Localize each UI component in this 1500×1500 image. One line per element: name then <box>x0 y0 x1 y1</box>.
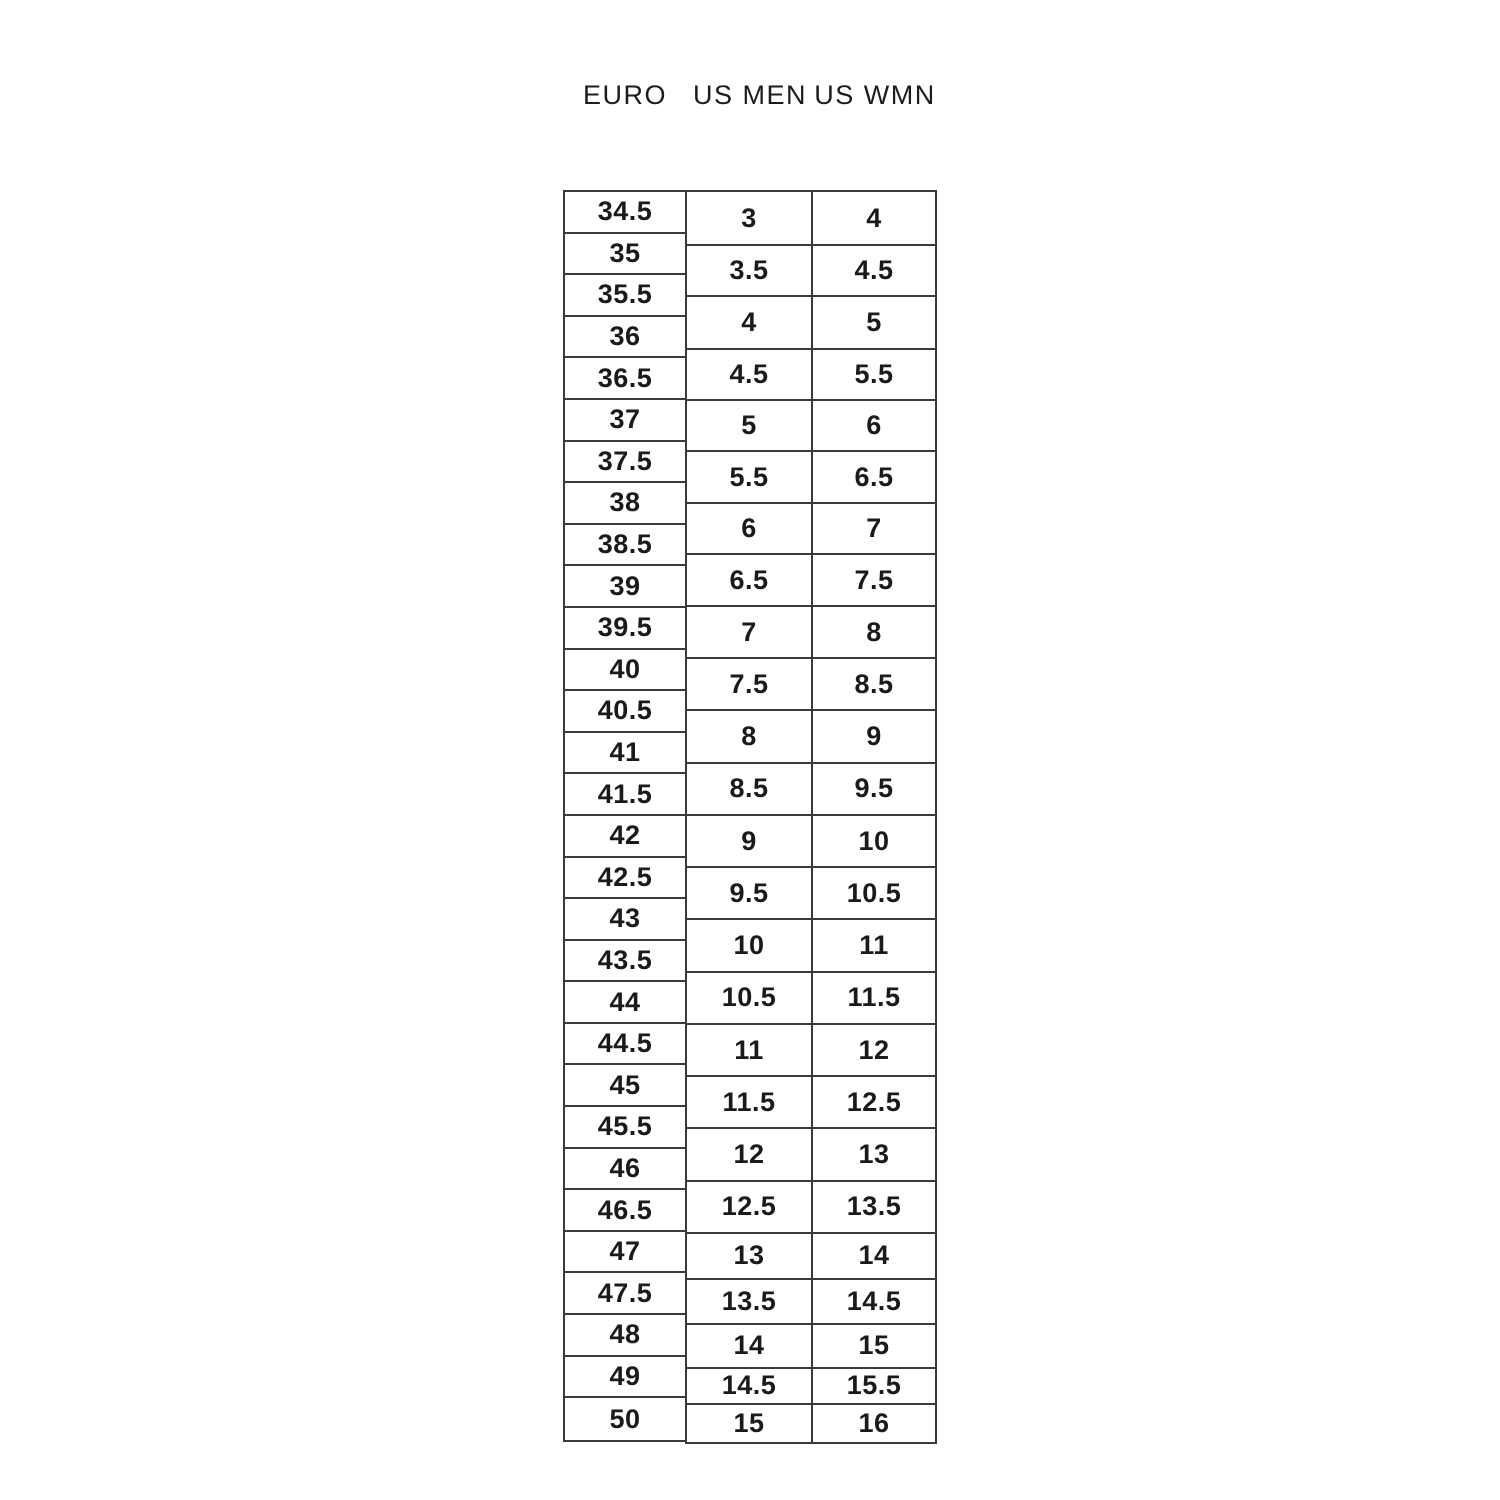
us-wmn-size-cell: 6 <box>813 401 935 453</box>
us-wmn-size-cell: 8.5 <box>813 659 935 711</box>
us-men-size-cell: 8 <box>687 711 811 764</box>
euro-size-cell: 43.5 <box>565 941 685 983</box>
euro-size-cell: 44 <box>565 982 685 1024</box>
euro-size-cell: 39 <box>565 566 685 608</box>
euro-size-cell: 43 <box>565 899 685 941</box>
us-men-size-cell: 14.5 <box>687 1369 811 1406</box>
us-wmn-size-cell: 12.5 <box>813 1077 935 1129</box>
euro-size-cell: 42 <box>565 816 685 858</box>
us-wmn-size-cell: 16 <box>858 1408 890 1439</box>
us-men-size-cell: 3.5 <box>687 246 811 297</box>
us-men-size-cell: 11 <box>687 1025 811 1077</box>
us-men-size-cell: 3 <box>687 192 811 246</box>
euro-size-cell: 36.5 <box>565 358 685 400</box>
us-men-size-cell: 11.5 <box>687 1077 811 1129</box>
us-men-size-cell: 4.5 <box>687 350 811 401</box>
euro-size-cell: 49 <box>565 1357 685 1399</box>
euro-size-cell: 45.5 <box>565 1107 685 1149</box>
us-men-size-cell: 9 <box>687 816 811 868</box>
us-wmn-size-cell: 11 <box>813 920 935 973</box>
us-men-size-cell: 9.5 <box>687 868 811 920</box>
euro-size-cell: 41 <box>565 733 685 775</box>
us-wmn-column <box>811 190 937 1444</box>
euro-size-cell: 50 <box>609 1403 641 1434</box>
us-men-size-cell: 5.5 <box>687 452 811 504</box>
column-header-us-men: US MEN <box>692 80 807 110</box>
euro-size-cell: 46.5 <box>565 1190 685 1232</box>
us-men-size-cell: 13 <box>687 1234 811 1281</box>
us-wmn-size-cell: 11.5 <box>813 973 935 1026</box>
column-header-euro: EURO <box>582 80 667 110</box>
us-men-size-cell: 10 <box>687 920 811 973</box>
euro-size-cell: 35 <box>565 234 685 276</box>
us-men-size-cell: 13.5 <box>687 1280 811 1325</box>
us-men-size-cell: 6.5 <box>687 555 811 607</box>
euro-size-cell: 48 <box>565 1315 685 1357</box>
us-men-size-cell: 7 <box>687 607 811 659</box>
us-men-size-cell: 8.5 <box>687 764 811 817</box>
us-men-size-cell: 4 <box>687 297 811 350</box>
us-wmn-size-cell: 6.5 <box>813 452 935 504</box>
euro-size-cell: 47.5 <box>565 1273 685 1315</box>
us-wmn-size-cell: 9 <box>813 711 935 764</box>
us-wmn-size-cell: 8 <box>813 607 935 659</box>
euro-size-cell: 35.5 <box>565 275 685 317</box>
euro-size-cell: 40 <box>565 650 685 692</box>
us-men-size-cell: 10.5 <box>687 973 811 1026</box>
us-men-size-cell: 7.5 <box>687 659 811 711</box>
us-wmn-size-cell: 14 <box>813 1234 935 1281</box>
euro-size-cell: 36 <box>565 317 685 359</box>
us-men-size-cell: 6 <box>687 504 811 555</box>
us-wmn-size-cell: 10 <box>813 816 935 868</box>
euro-size-cell: 45 <box>565 1065 685 1107</box>
us-men-column <box>685 190 813 1444</box>
euro-size-cell: 40.5 <box>565 691 685 733</box>
euro-size-cell: 41.5 <box>565 774 685 816</box>
euro-size-cell: 44.5 <box>565 1024 685 1066</box>
column-headers <box>563 79 937 111</box>
us-wmn-size-cell: 9.5 <box>813 764 935 817</box>
us-wmn-size-cell: 12 <box>813 1025 935 1077</box>
us-men-size-cell: 5 <box>687 401 811 453</box>
column-header-us-wmn: US WMN <box>814 80 936 110</box>
us-wmn-size-cell: 10.5 <box>813 868 935 920</box>
euro-size-cell: 37.5 <box>565 442 685 484</box>
us-wmn-size-cell: 4 <box>813 192 935 246</box>
us-wmn-size-cell: 7.5 <box>813 555 935 607</box>
euro-size-cell: 46 <box>565 1149 685 1191</box>
euro-size-cell: 38.5 <box>565 525 685 567</box>
euro-size-cell: 38 <box>565 483 685 525</box>
euro-size-cell: 39.5 <box>565 608 685 650</box>
us-wmn-size-cell: 14.5 <box>813 1280 935 1325</box>
us-wmn-size-cell: 5 <box>813 297 935 350</box>
us-men-size-cell: 15 <box>733 1408 765 1439</box>
size-conversion-table <box>563 190 937 1448</box>
us-wmn-size-cell: 15.5 <box>813 1369 935 1406</box>
euro-column <box>563 190 687 1442</box>
us-wmn-size-cell: 5.5 <box>813 350 935 401</box>
us-men-size-cell: 12.5 <box>687 1182 811 1234</box>
euro-size-cell: 37 <box>565 400 685 442</box>
euro-size-cell: 34.5 <box>565 192 685 234</box>
us-wmn-size-cell: 15 <box>813 1325 935 1368</box>
euro-size-cell: 47 <box>565 1232 685 1274</box>
euro-size-cell: 42.5 <box>565 858 685 900</box>
us-wmn-size-cell: 7 <box>813 504 935 555</box>
us-wmn-size-cell: 4.5 <box>813 246 935 297</box>
us-men-size-cell: 12 <box>687 1129 811 1182</box>
us-men-size-cell: 14 <box>687 1325 811 1368</box>
us-wmn-size-cell: 13.5 <box>813 1182 935 1234</box>
us-wmn-size-cell: 13 <box>813 1129 935 1182</box>
